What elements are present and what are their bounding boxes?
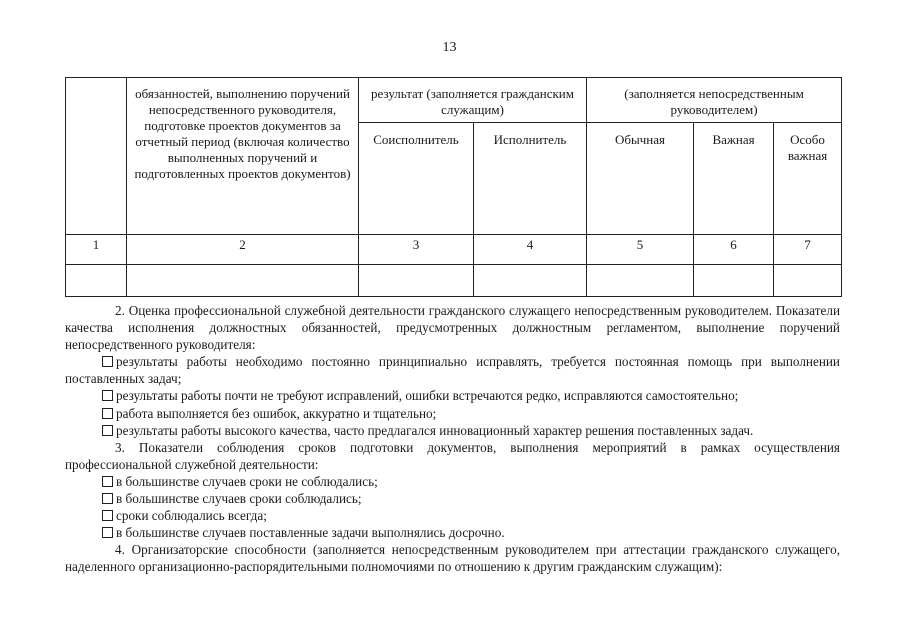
section2-option: результаты работы почти не требуют исправлений, ошибки встречаются редко, исправляются самостоятельно; [65, 387, 840, 404]
column-number: 5 [587, 235, 694, 265]
table-cell[interactable] [66, 265, 127, 297]
checkbox-icon[interactable] [102, 425, 113, 436]
table-row [66, 265, 842, 297]
table-cell[interactable] [587, 265, 694, 297]
header-group-result: результат (заполняется гражданским служащим) [359, 78, 587, 123]
checkbox-icon[interactable] [102, 476, 113, 487]
table-cell[interactable] [359, 265, 474, 297]
form-content [65, 302, 840, 576]
checkbox-icon[interactable] [102, 356, 113, 367]
sub-header-co-executor: Соисполнитель [359, 123, 474, 235]
table-cell[interactable] [694, 265, 774, 297]
section4-intro: 4. Организаторские способности (заполняется непосредственным руководителем при аттестации гражданского служащего, наделенного организационно-распорядительными полномочиями по отношению к другим гражданским служащим): [65, 542, 840, 575]
page-number: 13 [442, 40, 457, 55]
section3-option: сроки соблюдались всегда; [65, 507, 840, 524]
checkbox-icon[interactable] [102, 408, 113, 419]
column-number: 7 [774, 235, 842, 265]
section2-intro: 2. Оценка профессиональной служебной деятельности гражданского служащего непосредственным руководителем. Показатели качества исполнения должностных обязанностей, предусмотренных должностным регламентом, выполнение поручений непосредственного руководителя: [65, 303, 840, 353]
section3-option: в большинстве случаев сроки соблюдались; [65, 490, 840, 507]
section3-intro: 3. Показатели соблюдения сроков подготовки документов, выполнения мероприятий в рамках осуществления профессиональной служебной деятельности: [65, 439, 840, 472]
table-cell[interactable] [474, 265, 587, 297]
header-group-manager: (заполняется непосредственным руководителем) [587, 78, 842, 123]
sub-header-executor: Исполнитель [474, 123, 587, 235]
column-number: 6 [694, 235, 774, 265]
column-number: 2 [127, 235, 359, 265]
section2-option: результаты работы высокого качества, часто предлагался инновационный характер решения поставленных задач. [65, 422, 840, 439]
checkbox-icon[interactable] [102, 527, 113, 538]
table-cell[interactable] [774, 265, 842, 297]
checkbox-icon[interactable] [102, 493, 113, 504]
column-number: 1 [66, 235, 127, 265]
column-number: 3 [359, 235, 474, 265]
sub-header-important: Важная [694, 123, 774, 235]
section2-option: работа выполняется без ошибок, аккуратно и тщательно; [65, 405, 840, 422]
section2-option: результаты работы необходимо постоянно принципиально исправлять, требуется постоянная помощь при выполнении поставленных задач; [65, 354, 840, 387]
header-cell-col2: обязанностей, выполнению поручений непосредственного руководителя, подготовке проектов документов за отчетный период (включая количество выполненных поручений и подготовленных проектов документов) [127, 78, 359, 235]
sub-header-especially-important: Особо важная [774, 123, 842, 235]
column-number: 4 [474, 235, 587, 265]
evaluation-table [65, 77, 842, 297]
checkbox-icon[interactable] [102, 510, 113, 521]
sub-header-ordinary: Обычная [587, 123, 694, 235]
section3-option: в большинстве случаев поставленные задачи выполнялись досрочно. [65, 524, 840, 541]
checkbox-icon[interactable] [102, 390, 113, 401]
header-cell-col1 [66, 78, 127, 235]
section3-option: в большинстве случаев сроки не соблюдались; [65, 473, 840, 490]
table-cell[interactable] [127, 265, 359, 297]
